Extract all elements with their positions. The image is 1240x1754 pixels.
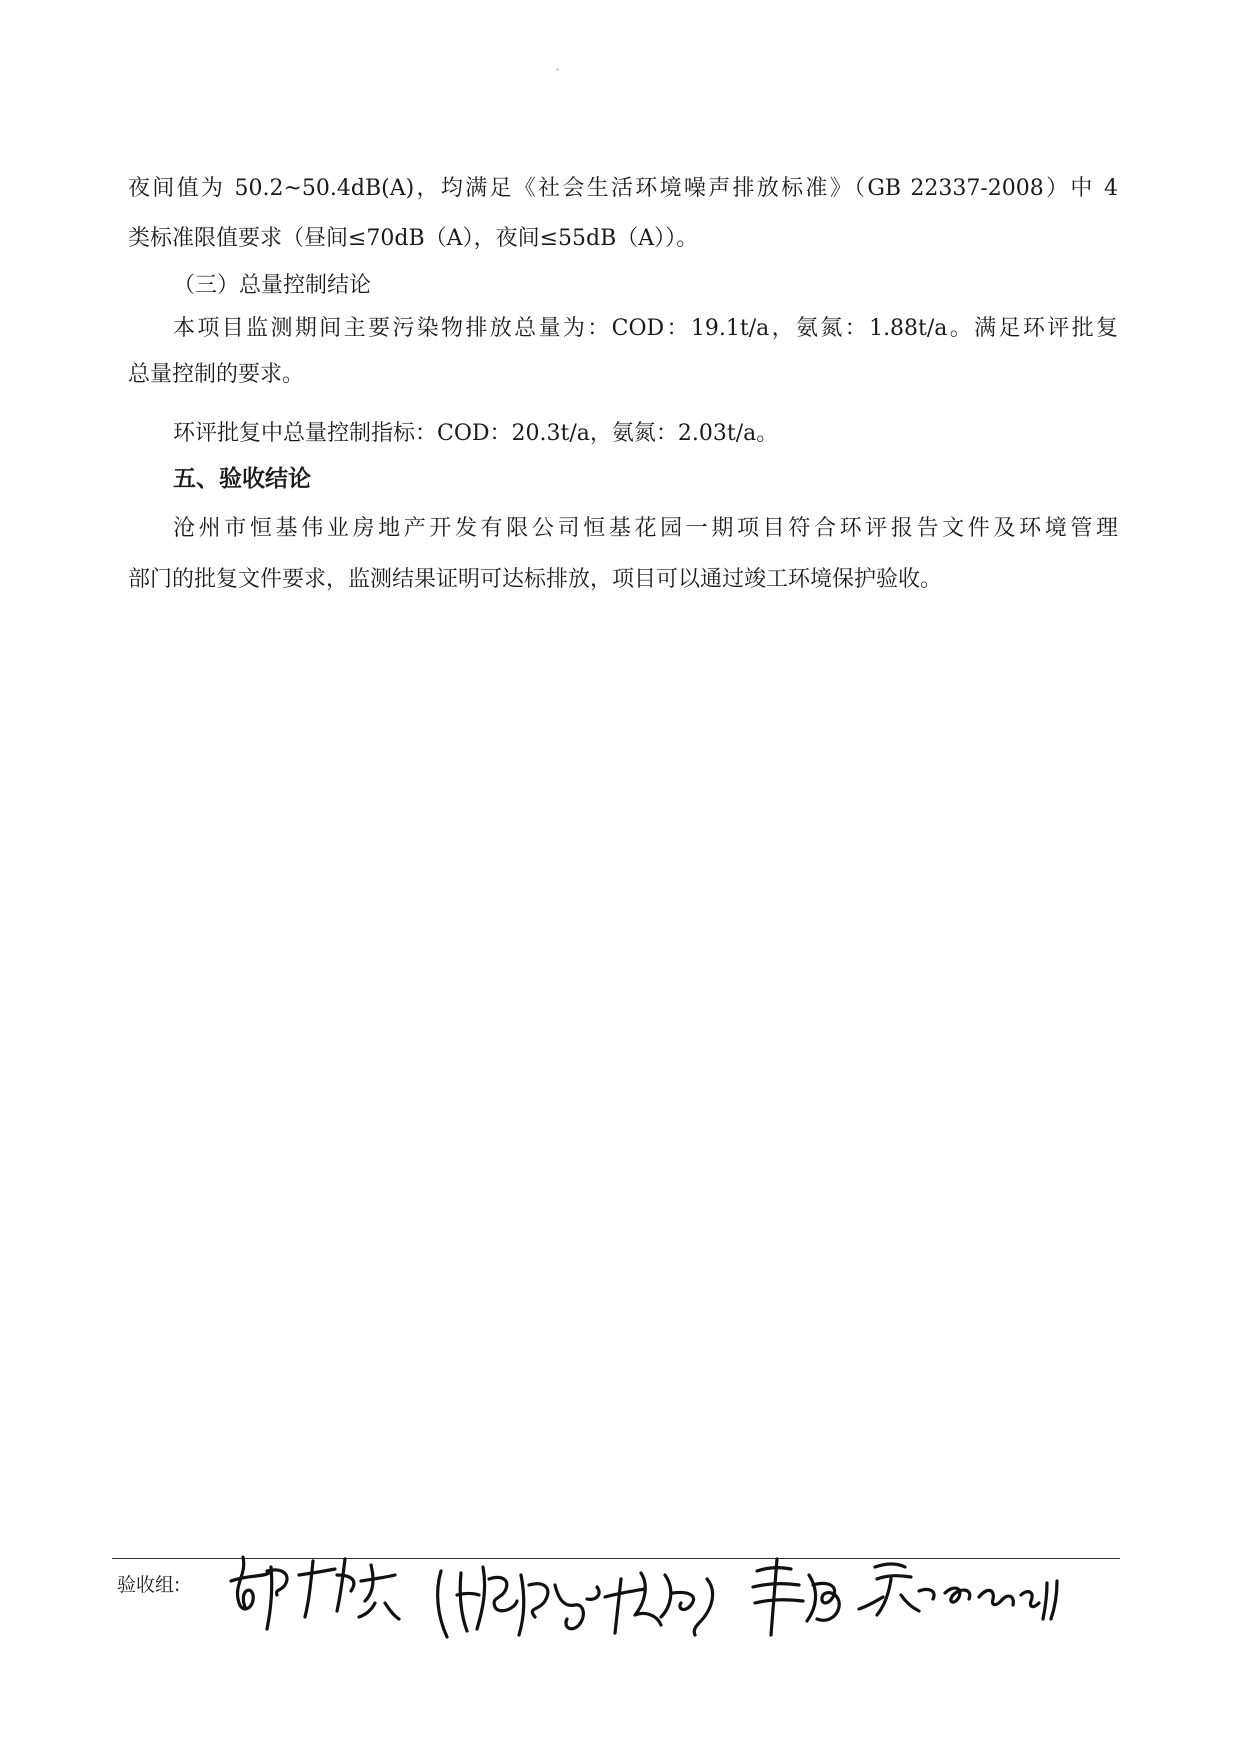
total-paragraph-line-2: 总量控制的要求。 (128, 362, 305, 387)
scan-speck (556, 68, 559, 71)
signature-1 (231, 1557, 399, 1629)
signature-3 (605, 1573, 713, 1635)
section-5-heading: 五、验收结论 (173, 466, 311, 492)
acceptance-group-label: 验收组: (117, 1574, 181, 1596)
section-3-heading: （三）总量控制结论 (173, 273, 372, 298)
conclusion-paragraph-line-2: 部门的批复文件要求，监测结果证明可达标排放，项目可以通过竣工环境保护验收。 (128, 567, 943, 592)
signature-4 (753, 1559, 839, 1635)
signature-5 (859, 1564, 1057, 1619)
signatures-area (225, 1545, 1125, 1665)
noise-paragraph-line-2: 类标准限值要求（昼间≤70dB（A），夜间≤55dB（A））。 (128, 226, 699, 251)
noise-paragraph-line-1: 夜间值为 50.2~50.4dB(A)，均满足《社会生活环境噪声排放标准》（GB 22337-2008）中 4 (128, 176, 1118, 201)
conclusion-paragraph-line-1: 沧州市恒基伟业房地产开发有限公司恒基花园一期项目符合环评报告文件及环境管理 (173, 516, 1118, 541)
total-paragraph-line-1: 本项目监测期间主要污染物排放总量为：COD：19.1t/a，氨氮：1.88t/a。满足环评批复 (173, 316, 1118, 341)
total-index-line: 环评批复中总量控制指标：COD：20.3t/a，氨氮：2.03t/a。 (173, 421, 779, 446)
signature-2 (438, 1567, 599, 1637)
